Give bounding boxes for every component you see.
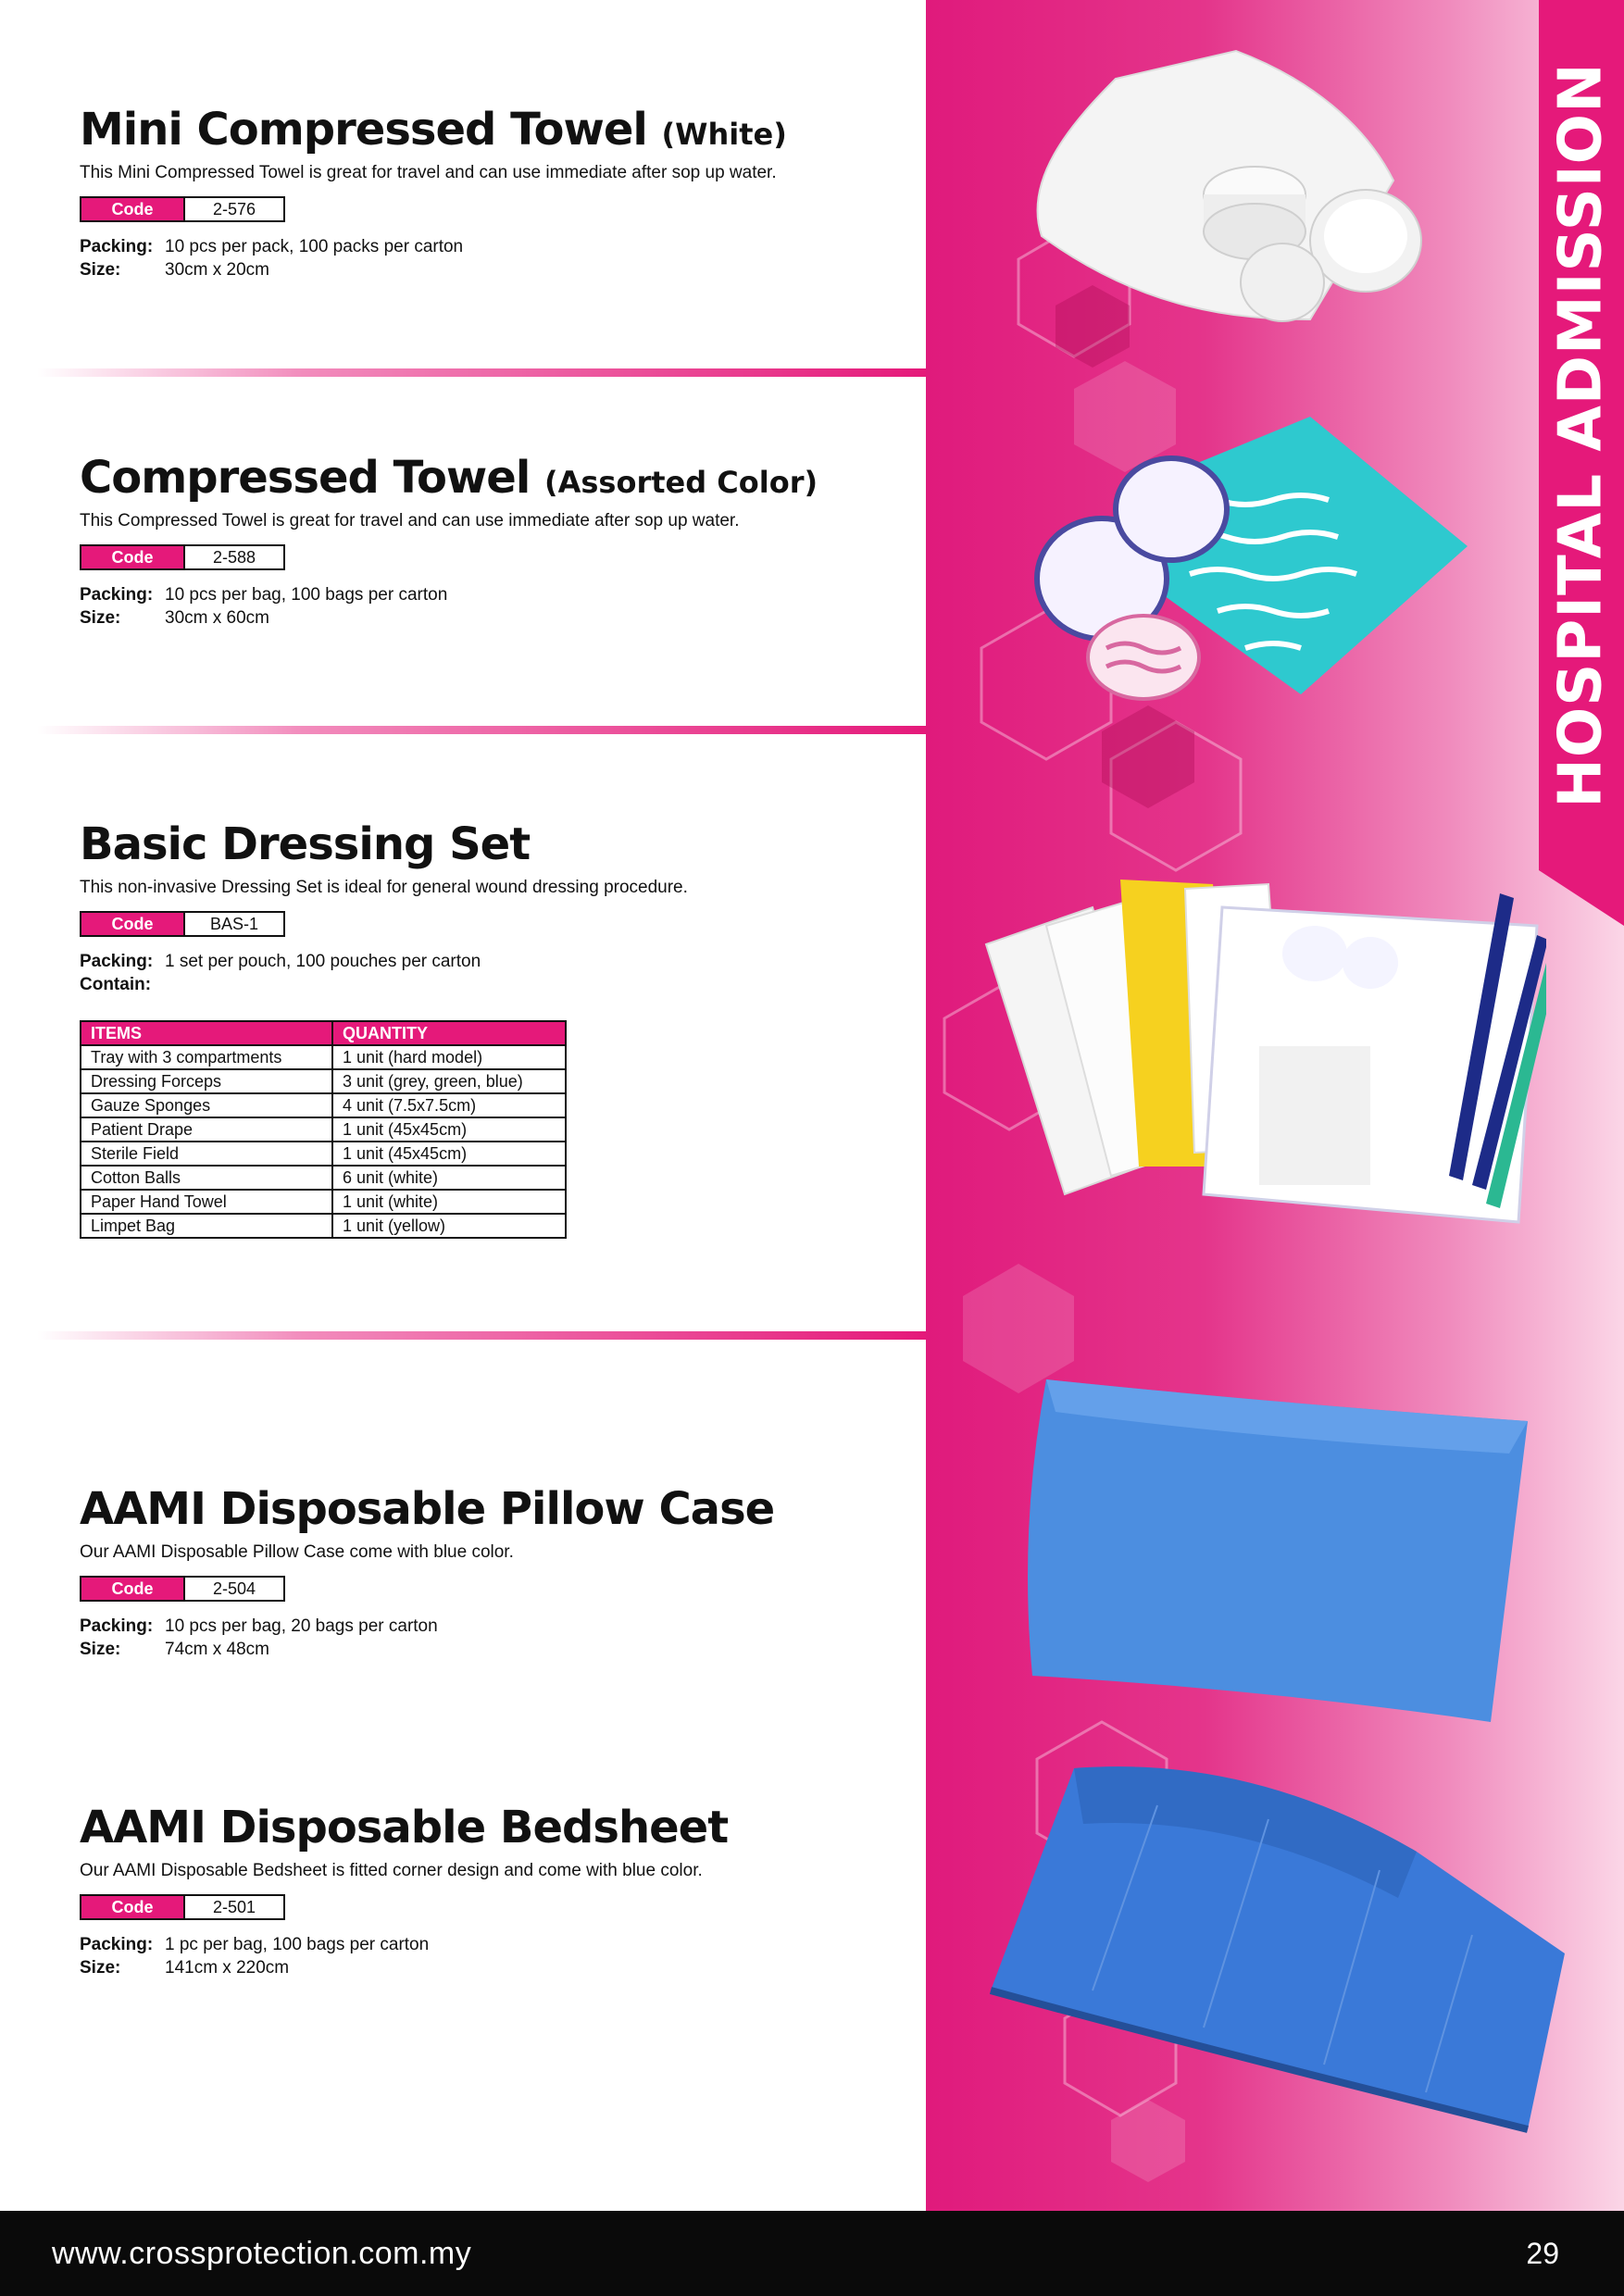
contents-table (80, 1020, 567, 1239)
spec-row-size (80, 258, 913, 281)
code-value: 2-588 (212, 547, 256, 567)
table-row (81, 1069, 566, 1093)
spec-row-packing (80, 235, 913, 258)
table-header-quantity: QUANTITY (332, 1021, 566, 1045)
section-divider (37, 726, 926, 734)
table-cell-item: Gauze Sponges (81, 1093, 332, 1117)
pillow-case-image (1028, 1370, 1546, 1731)
spec-value: 1 set per pouch, 100 pouches per carton (165, 952, 481, 971)
table-cell-quantity: 1 unit (45x45cm) (332, 1142, 566, 1166)
product-title-text: Mini Compressed Towel (80, 104, 647, 156)
code-label: Code (81, 1578, 185, 1600)
product-description: This non-invasive Dressing Set is ideal for general wound dressing procedure. (80, 878, 688, 897)
page-number: 29 (1526, 2236, 1559, 2270)
product-specs (80, 1615, 913, 1661)
spec-label: Packing: (80, 237, 154, 256)
spec-label: Size: (80, 608, 121, 628)
product-title-text: Basic Dressing Set (80, 818, 531, 870)
product-description: This Compressed Towel is great for travel and can use immediate after sop up water. (80, 511, 740, 530)
spec-value: 10 pcs per bag, 100 bags per carton (165, 585, 448, 605)
product-subtitle: (White) (661, 117, 787, 152)
table-row (81, 1142, 566, 1166)
spec-row-size (80, 1956, 913, 1979)
table-cell-quantity: 3 unit (grey, green, blue) (332, 1069, 566, 1093)
product-code-box (80, 1576, 285, 1602)
product-subtitle: (Assorted Color) (543, 465, 818, 500)
table-cell-quantity: 1 unit (yellow) (332, 1214, 566, 1238)
table-cell-item: Patient Drape (81, 1117, 332, 1142)
spec-row-packing (80, 1615, 913, 1638)
table-row (81, 1190, 566, 1214)
code-label: Code (81, 198, 185, 220)
product-code-box (80, 1894, 285, 1920)
product-bedsheet (80, 1802, 913, 1979)
product-code-box (80, 196, 285, 222)
product-title-text: Compressed Towel (80, 452, 531, 504)
code-label: Code (81, 1896, 185, 1918)
spec-label: Size: (80, 1958, 121, 1978)
code-value: 2-576 (212, 199, 256, 218)
section-divider (37, 368, 926, 377)
product-code-box (80, 544, 285, 570)
product-title (80, 1802, 913, 1853)
table-cell-item: Limpet Bag (81, 1214, 332, 1238)
product-pillow-case (80, 1483, 913, 1661)
table-row (81, 1045, 566, 1069)
code-value: 2-504 (212, 1578, 256, 1598)
spec-row-packing (80, 950, 913, 973)
spec-value: 10 pcs per bag, 20 bags per carton (165, 1616, 438, 1636)
product-description: Our AAMI Disposable Bedsheet is fitted corner design and come with blue color. (80, 1861, 703, 1880)
spec-label: Size: (80, 260, 121, 280)
table-cell-quantity: 6 unit (white) (332, 1166, 566, 1190)
spec-label: Packing: (80, 1935, 154, 1954)
product-title (80, 1483, 913, 1535)
spec-label: Contain: (80, 975, 152, 994)
spec-label: Packing: (80, 952, 154, 971)
product-title (80, 818, 913, 870)
spec-value: 10 pcs per pack, 100 packs per carton (165, 237, 464, 256)
table-cell-item: Sterile Field (81, 1142, 332, 1166)
table-row (81, 1117, 566, 1142)
spec-label: Packing: (80, 1616, 154, 1636)
product-description: Our AAMI Disposable Pillow Case come with blue color. (80, 1542, 514, 1562)
product-specs (80, 950, 913, 996)
section-divider (37, 1331, 926, 1340)
table-cell-item: Tray with 3 compartments (81, 1045, 332, 1069)
product-description: This Mini Compressed Towel is great for travel and can use immediate after sop up water. (80, 163, 777, 182)
spec-value: 141cm x 220cm (165, 1958, 290, 1978)
spec-value: 1 pc per bag, 100 bags per carton (165, 1935, 430, 1954)
table-header-row (81, 1021, 566, 1045)
spec-label: Packing: (80, 585, 154, 605)
table-cell-quantity: 1 unit (hard model) (332, 1045, 566, 1069)
table-header-items: ITEMS (81, 1021, 332, 1045)
product-title (80, 104, 913, 156)
product-specs (80, 235, 913, 281)
spec-value: 30cm x 20cm (165, 260, 269, 280)
product-basic-dressing-set (80, 818, 913, 1239)
page-footer (0, 2211, 1624, 2296)
website-url[interactable]: www.crossprotection.com.my (52, 2235, 472, 2271)
spec-row-contain (80, 973, 913, 996)
table-row (81, 1166, 566, 1190)
table-cell-item: Dressing Forceps (81, 1069, 332, 1093)
table-cell-item: Paper Hand Towel (81, 1190, 332, 1214)
code-label: Code (81, 913, 185, 935)
product-title-text: AAMI Disposable Pillow Case (80, 1483, 775, 1535)
product-specs (80, 583, 913, 630)
decorative-panel (926, 0, 1624, 2211)
basic-dressing-set-image (981, 870, 1546, 1241)
spec-row-packing (80, 1933, 913, 1956)
table-cell-quantity: 1 unit (45x45cm) (332, 1117, 566, 1142)
side-label: HOSPITAL ADMISSION (1547, 62, 1616, 808)
bedsheet-image (972, 1750, 1565, 2157)
product-title (80, 452, 913, 504)
product-mini-compressed-towel (80, 104, 913, 281)
compressed-towel-image (1005, 407, 1486, 713)
spec-label: Size: (80, 1640, 121, 1659)
product-compressed-towel (80, 452, 913, 630)
spec-row-size (80, 606, 913, 630)
table-cell-item: Cotton Balls (81, 1166, 332, 1190)
table-row (81, 1093, 566, 1117)
table-row (81, 1214, 566, 1238)
mini-compressed-towel-image (1005, 42, 1486, 347)
code-value: BAS-1 (209, 914, 259, 933)
code-value: 2-501 (212, 1897, 256, 1916)
table-cell-quantity: 4 unit (7.5x7.5cm) (332, 1093, 566, 1117)
spec-value: 30cm x 60cm (165, 608, 269, 628)
code-label: Code (81, 546, 185, 568)
side-label-container (1539, 0, 1624, 870)
spec-value: 74cm x 48cm (165, 1640, 269, 1659)
table-cell-quantity: 1 unit (white) (332, 1190, 566, 1214)
spec-row-packing (80, 583, 913, 606)
spec-row-size (80, 1638, 913, 1661)
product-title-text: AAMI Disposable Bedsheet (80, 1802, 729, 1853)
product-code-box (80, 911, 285, 937)
product-specs (80, 1933, 913, 1979)
